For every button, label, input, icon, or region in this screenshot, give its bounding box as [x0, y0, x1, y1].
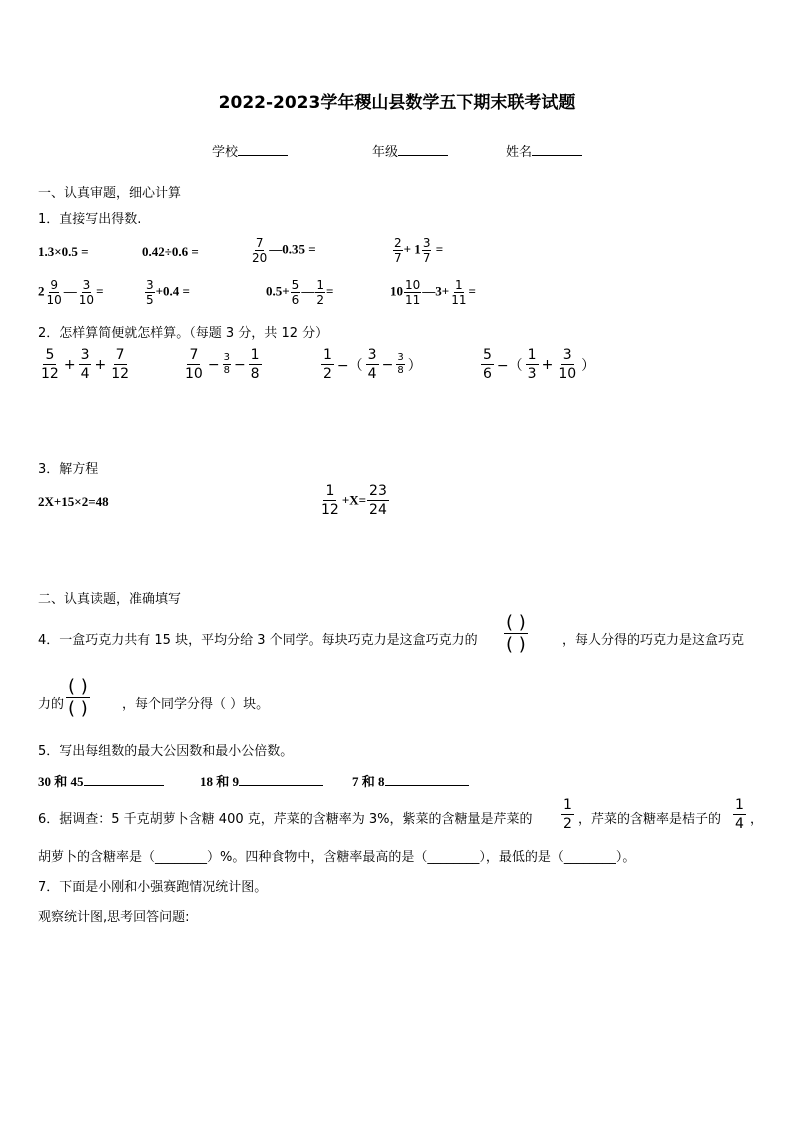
fraction — [450, 278, 467, 307]
expr-text: —0.35 = — [269, 241, 316, 257]
school-label: 学校 — [212, 145, 239, 160]
grade-field — [372, 141, 448, 160]
expr-text: = — [325, 283, 334, 299]
q1-r1-b: 0.42÷0.6 = — [142, 244, 199, 259]
fraction — [46, 278, 63, 307]
denominator: 2 — [316, 293, 324, 307]
section1-heading: 一、认真审题，细心计算 — [38, 186, 182, 201]
pair-label: 18 和 9 — [200, 774, 240, 789]
operator: + — [94, 356, 107, 373]
numerator: 7 — [189, 347, 199, 363]
q3-equation-1: 2X+15×2=48 — [38, 494, 109, 509]
q5-pair-a — [38, 771, 164, 790]
numerator: 3 — [422, 236, 431, 250]
q7-subheading: 观察统计图,思考回答问题: — [38, 910, 190, 925]
pair-label: 7 和 8 — [352, 774, 385, 789]
fraction — [367, 482, 389, 519]
q4-text-4: 力的 — [38, 697, 65, 712]
fraction — [733, 796, 746, 833]
name-field — [506, 141, 582, 160]
denominator: 8 — [397, 365, 404, 376]
denominator: 10 — [558, 366, 577, 382]
denominator: 20 — [252, 251, 268, 265]
denominator: 11 — [405, 293, 421, 307]
numerator: 1 — [250, 347, 260, 363]
fraction — [251, 236, 268, 265]
denominator: 10 — [78, 293, 95, 307]
fill-fraction — [504, 612, 528, 655]
fraction — [556, 346, 578, 383]
denominator: 4 — [80, 366, 90, 382]
operator: ） — [407, 357, 422, 374]
numerator: 3 — [562, 347, 572, 363]
blank-denominator: ( ) — [506, 634, 526, 655]
denominator: 3 — [527, 366, 537, 382]
q1-r2-a — [38, 278, 103, 307]
q2-expr-4 — [480, 346, 597, 383]
denominator: 12 — [111, 366, 130, 382]
numerator: 1 — [316, 278, 324, 292]
fraction — [79, 346, 92, 383]
numerator: 5 — [483, 347, 492, 363]
q2-heading: 2．怎样算简便就怎样算。（每题 3 分，共 12 分） — [38, 326, 329, 341]
fraction — [145, 278, 155, 307]
q6-fraction-2 — [732, 796, 747, 833]
q4-paren-fraction-2 — [66, 676, 90, 719]
q4-text-5: ，每个同学分得（ ）块。 — [122, 697, 270, 712]
answer-blank — [385, 773, 469, 786]
expr-text: —3+ — [422, 283, 450, 299]
numerator: 5 — [45, 347, 55, 363]
numerator: 23 — [369, 483, 387, 499]
page-title: 2022-2023学年稷山县数学五下期末联考试题 — [218, 93, 576, 113]
answer-blank — [84, 773, 164, 786]
operator: −（ — [336, 357, 363, 374]
denominator: 8 — [250, 366, 260, 382]
expr-text: = — [432, 241, 444, 257]
numerator: 3 — [146, 278, 154, 292]
expr-text: — — [63, 283, 77, 299]
denominator: 4 — [735, 816, 744, 832]
q6-text-2: ，芹菜的含糖率是桔子的 — [578, 812, 722, 827]
q5-pair-c — [352, 771, 469, 790]
fraction — [366, 346, 379, 383]
numerator: 3 — [367, 347, 377, 363]
fraction — [561, 796, 574, 833]
blank-numerator: ( ) — [506, 612, 526, 633]
numerator: 2 — [394, 236, 402, 250]
q5-pair-b — [200, 771, 323, 790]
grade-label: 年级 — [372, 145, 399, 160]
whole-part: 10 — [390, 283, 403, 299]
fraction — [319, 482, 341, 519]
fraction — [315, 278, 325, 307]
denominator: 7 — [394, 251, 402, 265]
blank-denominator: ( ) — [68, 698, 88, 719]
fraction — [223, 352, 231, 377]
school-field — [212, 141, 288, 160]
numerator: 3 — [397, 352, 404, 363]
expr-text: 0.5+ — [266, 283, 290, 299]
numerator: 7 — [255, 236, 264, 250]
fraction — [393, 236, 403, 265]
fraction — [396, 352, 404, 377]
q7-heading: 7．下面是小刚和小强赛跑情况统计图。 — [38, 880, 268, 895]
denominator: 8 — [223, 365, 230, 376]
q3-equation-2 — [318, 482, 390, 519]
expr-text: = — [468, 283, 476, 299]
q1-r1-d — [392, 236, 443, 265]
numerator: 1 — [563, 797, 572, 813]
denominator: 6 — [483, 366, 492, 382]
q1-r1-c — [250, 236, 316, 265]
fraction — [78, 278, 95, 307]
denominator: 6 — [291, 293, 300, 307]
denominator: 5 — [146, 293, 154, 307]
numerator: 1 — [455, 278, 463, 292]
q1-r2-b — [144, 278, 190, 307]
numerator: 3 — [80, 347, 90, 363]
fraction — [291, 278, 301, 307]
denominator: 10 — [46, 293, 62, 307]
name-label: 姓名 — [506, 145, 533, 160]
q1-r2-c — [266, 278, 333, 307]
answer-blank — [239, 773, 323, 786]
operator: −（ — [496, 357, 523, 374]
expr-text: +0.4 = — [155, 283, 190, 299]
fraction — [249, 346, 262, 383]
blank-numerator: ( ) — [68, 676, 88, 697]
fraction — [321, 346, 334, 383]
pair-label: 30 和 45 — [38, 774, 84, 789]
numerator: 3 — [223, 352, 230, 363]
fraction — [422, 236, 432, 265]
q3-heading: 3．解方程 — [38, 462, 99, 477]
grade-blank — [398, 143, 448, 156]
numerator: 1 — [325, 483, 335, 499]
whole-part: 2 — [38, 283, 45, 299]
denominator: 11 — [451, 293, 467, 307]
q6-fraction-1 — [560, 796, 575, 833]
name-blank — [532, 143, 582, 156]
text-fragment: 克 — [731, 633, 745, 648]
fill-fraction — [66, 676, 90, 719]
numerator: 3 — [82, 278, 91, 292]
denominator: 2 — [323, 366, 332, 382]
operator: − — [233, 356, 246, 373]
fraction — [109, 346, 131, 383]
numerator: 9 — [50, 278, 58, 292]
q6-text-3: ， — [750, 812, 764, 827]
fraction — [39, 346, 61, 383]
numerator: 1 — [527, 347, 537, 363]
q4-text-2 — [562, 629, 744, 648]
expr-text: = — [96, 283, 104, 299]
denominator: 4 — [367, 366, 377, 382]
school-blank — [238, 143, 288, 156]
numerator: 10 — [405, 278, 421, 292]
fraction — [404, 278, 421, 307]
numerator: 1 — [323, 347, 332, 363]
numerator: 7 — [115, 347, 125, 363]
numerator: 1 — [735, 797, 744, 813]
q1-r1-a: 1.3×0.5 = — [38, 244, 89, 259]
denominator: 7 — [422, 251, 431, 265]
operator: − — [207, 356, 220, 373]
denominator: 12 — [41, 366, 59, 382]
operator: ） — [581, 357, 596, 374]
expr-text: + 1 — [403, 241, 421, 257]
q6-text-1: 6．据调查：5 千克胡萝卜含糖 400 克，芹菜的含糖率为 3%，紫菜的含糖量是芹菜的 — [38, 812, 533, 827]
operator: + — [541, 356, 554, 373]
fraction — [481, 346, 494, 383]
q2-expr-2 — [182, 346, 263, 383]
numerator: 5 — [291, 278, 300, 292]
q2-expr-1 — [38, 346, 132, 383]
fraction — [526, 346, 539, 383]
q4-text-1: 4．一盒巧克力共有 15 块，平均分给 3 个同学。每块巧克力是这盒巧克力的 — [38, 633, 478, 648]
q6-line-2: 胡萝卜的含糖率是（________）%。四种食物中，含糖率最高的是（________），最低的是（________）。 — [38, 850, 636, 865]
denominator: 12 — [321, 502, 339, 518]
q2-expr-3 — [320, 346, 424, 383]
expr-text: — — [301, 283, 315, 299]
fraction — [183, 346, 205, 383]
q1-r2-d — [390, 278, 476, 307]
text-fragment: ，每人分得的巧克力是这盒巧 — [562, 633, 732, 648]
section2-heading: 二、认真读题，准确填写 — [38, 592, 182, 607]
denominator: 10 — [185, 366, 203, 382]
operator: + — [63, 356, 76, 373]
expr-text: +X= — [341, 492, 367, 508]
denominator: 2 — [563, 816, 572, 832]
q4-paren-fraction-1 — [504, 612, 528, 655]
q1-heading: 1．直接写出得数. — [38, 212, 142, 227]
denominator: 24 — [369, 502, 387, 518]
operator: − — [381, 356, 394, 373]
q5-heading: 5．写出每组数的最大公因数和最小公倍数。 — [38, 744, 294, 759]
